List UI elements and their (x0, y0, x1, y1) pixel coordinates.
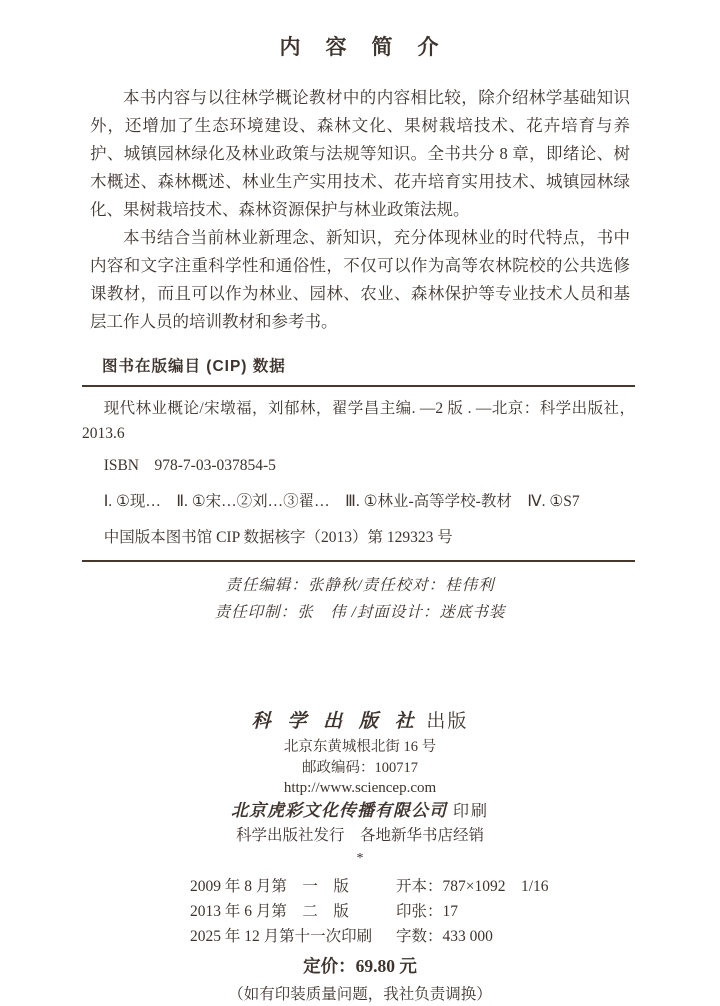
edition-date: 2025 年 12 月第十一次印刷 (190, 928, 373, 945)
edition-spec: 开本：787×1092 1/16 (396, 878, 549, 895)
edition-date: 2009 年 8 月第 一 版 (190, 878, 349, 895)
publisher-name-line (90, 708, 630, 735)
cip-data-block (82, 356, 635, 562)
summary-paragraph-1: 本书内容与以往林学概论教材中的内容相比较，除介绍林学基础知识外，还增加了生态环境建设、森林文化、果树栽培技术、花卉培育与养护、城镇园林绿化及林业政策与法规等知识。全书共分 8 章，即绪论、树木概述、森林概述、林业生产实用技术、花卉培育实用技术、城镇园林绿化、果树栽培技术、森林资源保护与林业政策法规。 (90, 88, 630, 219)
quality-exchange-note: （如有印装质量问题，我社负责调换） (228, 986, 492, 1003)
edition-row (190, 924, 630, 949)
cip-header: 图书在版编目 (CIP) 数据 (102, 358, 286, 375)
cip-divider-top (82, 385, 635, 387)
staff-editors-line: 责任编辑：张静秋/责任校对：桂伟利 (225, 577, 495, 594)
publisher-address: 北京东黄城根北街 16 号 (283, 739, 437, 755)
publisher-name-suffix: 出版 (419, 711, 469, 732)
printer-suffix: 印刷 (446, 803, 489, 820)
edition-spec: 字数：433 000 (396, 928, 493, 945)
edition-row (190, 874, 630, 899)
asterisk-divider: * (356, 851, 364, 866)
printer-line (90, 798, 630, 824)
edition-date: 2013 年 6 月第 二 版 (190, 903, 349, 920)
edition-spec: 印张：17 (396, 903, 459, 920)
edition-row (190, 899, 630, 924)
cip-classification-line: Ⅰ. ①现… Ⅱ. ①宋…②刘…③翟… Ⅲ. ①林业-高等学校-教材 Ⅳ. ①S7 (103, 493, 580, 510)
staff-printing-line: 责任印制：张 伟 /封面设计：迷底书装 (214, 604, 506, 621)
summary-paragraph-2: 本书结合当前林业新理念、新知识，充分体现林业的时代特点，书中内容和文字注重科学性和通俗性，不仅可以作为高等农林院校的公共选修课教材，而且可以作为林业、园林、农业、森林保护等专业技术人员和基层工作人员的培训教材和参考书。 (90, 228, 630, 331)
cip-record-number: 中国版本图书馆 CIP 数据核字（2013）第 129323 号 (103, 529, 453, 546)
price-line: 定价：69.80 元 (303, 956, 417, 976)
publisher-logotype: 科 学 出 版 社 (251, 711, 420, 732)
page-title: 内 容 简 介 (279, 35, 441, 59)
edition-printing-info (90, 874, 630, 949)
cip-divider-bottom (82, 560, 635, 562)
publisher-block (90, 708, 630, 868)
publisher-postcode: 邮政编码：100717 (302, 760, 418, 776)
isbn-line: ISBN 978-7-03-037854-5 (103, 457, 276, 474)
publisher-website: http://www.sciencep.com (283, 780, 437, 796)
content-summary (90, 84, 630, 336)
distribution-line: 科学出版社发行 各地新华书店经销 (235, 827, 484, 844)
staff-credits (90, 572, 630, 626)
cip-bibliographic-entry: 现代林业概论/宋墩福，刘郁林，翟学昌主编. —2 版 . —北京：科学出版社，2013.6 (82, 400, 635, 442)
printer-logotype: 北京虎彩文化传播有限公司 (230, 801, 447, 820)
